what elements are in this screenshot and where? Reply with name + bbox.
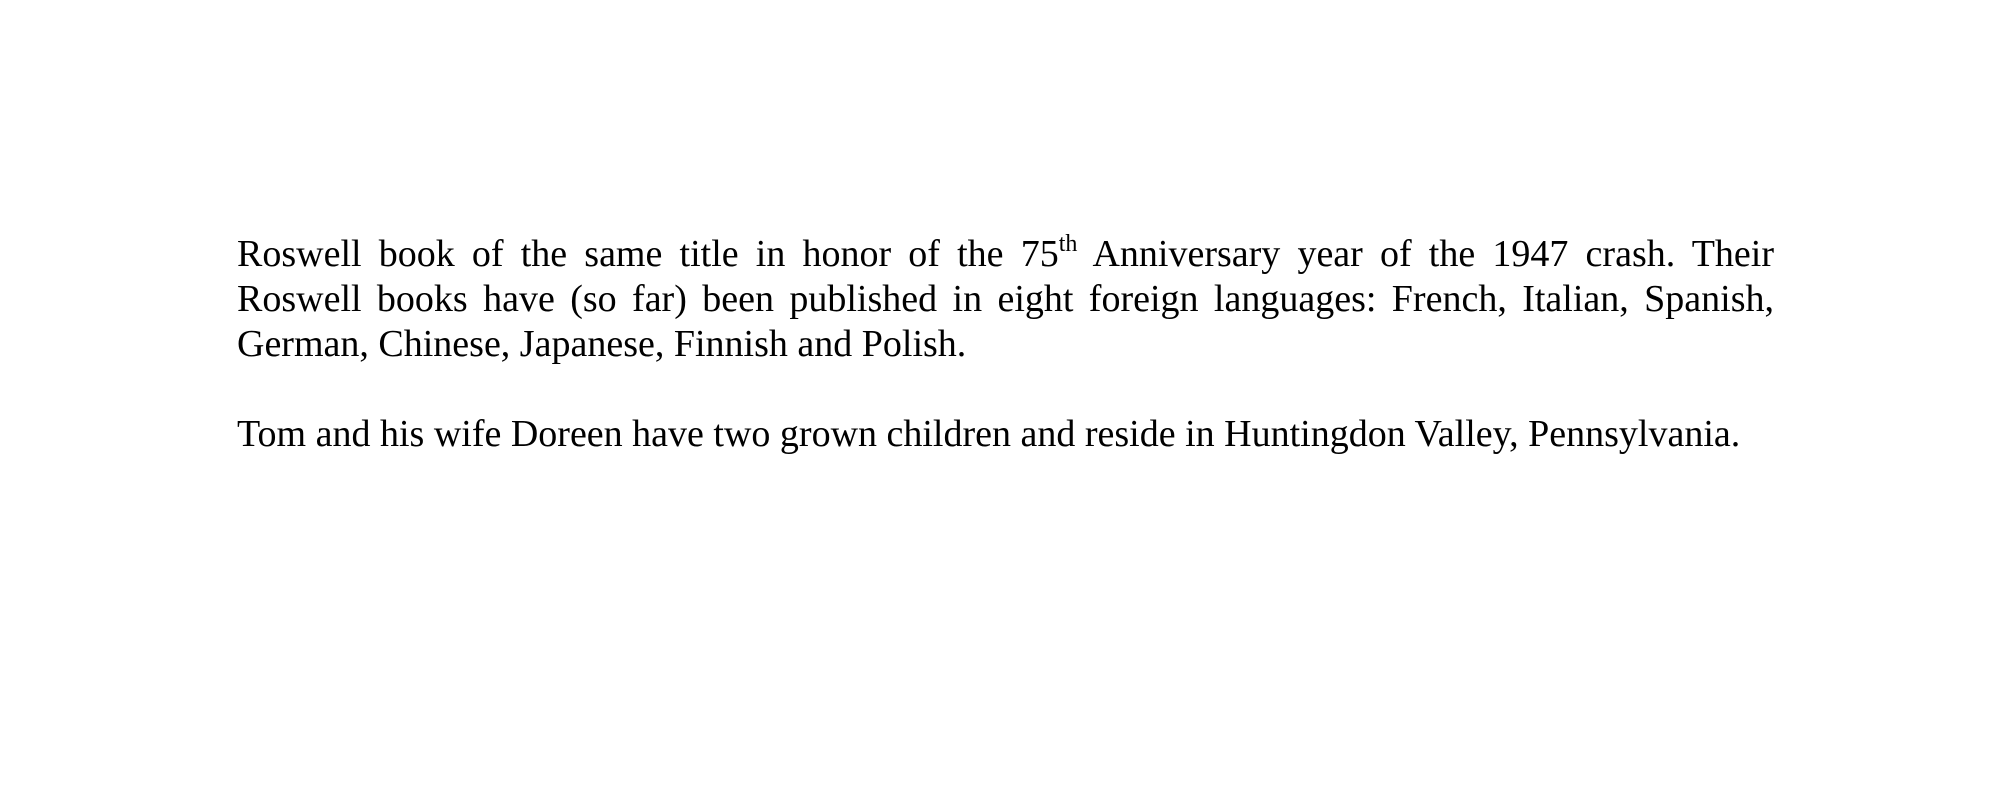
paragraph-roswell-books <box>237 232 1774 367</box>
paragraph-family: Tom and his wife Doreen have two grown children and reside in Huntingdon Valley, Pennsylvania. <box>237 413 1741 455</box>
paragraph-text-part: Anniversary year of the 1947 crash. Their Roswell books have (so far) been published in eight foreign languages: French, Italian, Spanish, German, Chinese, Japanese, Finnish and Polish. <box>237 233 1774 365</box>
body-text <box>237 232 1774 457</box>
paragraph-text-part: Roswell book of the same title in honor of the 75 <box>237 233 1059 275</box>
ordinal-superscript: th <box>1058 231 1078 257</box>
